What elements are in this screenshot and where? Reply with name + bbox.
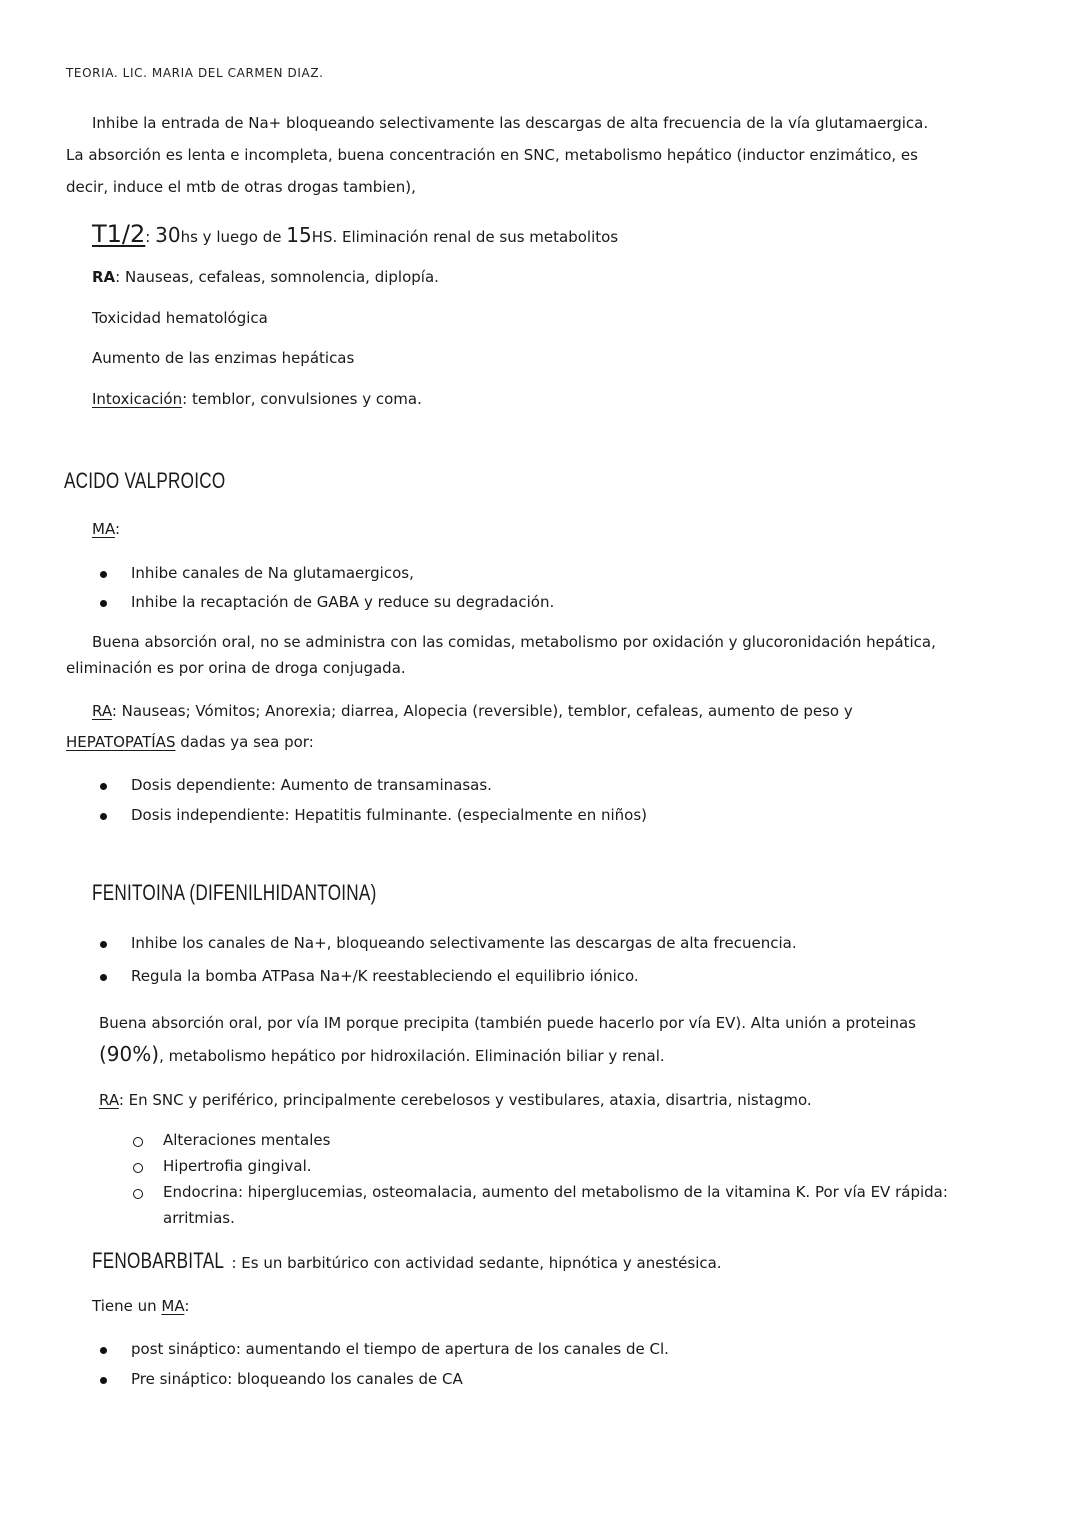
valproico-ma-label: MA <box>92 520 115 538</box>
intro-line-3: decir, induce el mtb de otras drogas tambien), <box>66 178 416 196</box>
dose-independent-item: Dosis independiente: Hepatitis fulminante. (especialmente en niños) <box>131 806 647 824</box>
fenobarbital-line <box>92 1248 722 1274</box>
toxicity-line: Toxicidad hematológica <box>92 309 268 327</box>
half-life-colon: : <box>145 228 151 246</box>
fenitoina-sub-3-line-2: arritmias. <box>163 1209 235 1227</box>
section-title-valproico: ACIDO VALPROICO <box>64 468 226 493</box>
valproico-ma-line <box>92 520 120 538</box>
fenitoina-ra-label: RA <box>99 1091 119 1109</box>
fenobarbital-ma-line <box>92 1297 189 1315</box>
bullet-icon <box>100 974 107 981</box>
valproico-bullet-2: Inhibe la recaptación de GABA y reduce su degradación. <box>131 593 555 611</box>
enzymes-line: Aumento de las enzimas hepáticas <box>92 349 355 367</box>
valproico-hep-line <box>66 733 314 751</box>
bullet-icon <box>100 783 107 790</box>
bullet-icon <box>100 600 107 607</box>
fenobarbital-ma-label: MA <box>161 1297 185 1315</box>
intro-line-1: Inhibe la entrada de Na+ bloqueando selectivamente las descargas de alta frecuencia de la vía glutamaergica. <box>92 114 929 132</box>
fenitoina-bullet-2: Regula la bomba ATPasa Na+/K reestableciendo el equilibrio iónico. <box>131 967 639 985</box>
bullet-icon <box>100 1347 107 1354</box>
valproico-para-line-2: eliminación es por orina de droga conjugada. <box>66 659 406 677</box>
fenitoina-sub-1: Alteraciones mentales <box>163 1131 331 1149</box>
valproico-ra-line <box>92 702 853 720</box>
fenitoina-para-line-2 <box>99 1042 665 1066</box>
half-life-value-2: 15 <box>286 223 312 247</box>
valproico-para-line-1: Buena absorción oral, no se administra con las comidas, metabolismo por oxidación y glucoronidación hepática, <box>92 633 936 651</box>
intro-line-2: La absorción es lenta e incompleta, buena concentración en SNC, metabolismo hepático (inductor enzimático, es <box>66 146 918 164</box>
section-title-fenitoina: FENITOINA (DIFENILHIDANTOINA) <box>92 880 377 905</box>
intoxication-label: Intoxicación <box>92 390 183 408</box>
circle-bullet-icon <box>133 1137 143 1147</box>
fenitoina-ra-line <box>99 1091 812 1109</box>
circle-bullet-icon <box>133 1163 143 1173</box>
intoxication-line <box>92 390 422 408</box>
half-life-unit-1: hs y luego de <box>180 228 282 246</box>
valproico-ra-label: RA <box>92 702 112 720</box>
fenitoina-ra-text: : En SNC y periférico, principalmente cerebelosos y vestibulares, ataxia, disartria, nistagmo. <box>118 1091 812 1109</box>
section-title-fenobarbital: FENOBARBITAL <box>92 1248 225 1273</box>
fenobarbital-ma-prefix: Tiene un <box>92 1297 162 1315</box>
circle-bullet-icon <box>133 1189 143 1199</box>
half-life-unit-2: HS. Eliminación renal de sus metabolitos <box>311 228 619 246</box>
page-header: TEORIA. LIC. MARIA DEL CARMEN DIAZ. <box>66 66 324 80</box>
bullet-icon <box>100 813 107 820</box>
ra-text: : Nauseas, cefaleas, somnolencia, diplopía. <box>115 268 439 286</box>
bullet-icon <box>100 571 107 578</box>
adverse-reactions-line <box>92 268 439 286</box>
hepatopatias-label: HEPATOPATÍAS <box>66 733 176 751</box>
half-life-line <box>92 220 618 248</box>
ra-label: RA <box>92 268 116 286</box>
valproico-bullet-1: Inhibe canales de Na glutamaergicos, <box>131 564 414 582</box>
intoxication-text: : temblor, convulsiones y coma. <box>182 390 422 408</box>
hepatopatias-text: dadas ya sea por: <box>175 733 314 751</box>
fenobarbital-bullet-1: post sináptico: aumentando el tiempo de apertura de los canales de Cl. <box>131 1340 669 1358</box>
fenobarbital-desc: : Es un barbitúrico con actividad sedante, hipnótica y anestésica. <box>231 1254 722 1272</box>
protein-binding-percent: (90%) <box>99 1042 160 1066</box>
valproico-ma-colon: : <box>114 520 121 538</box>
fenitoina-sub-2: Hipertrofia gingival. <box>163 1157 312 1175</box>
fenobarbital-ma-colon: : <box>184 1297 190 1315</box>
bullet-icon <box>100 941 107 948</box>
fenitoina-sub-3-line-1: Endocrina: hiperglucemias, osteomalacia, aumento del metabolismo de la vitamina K. Por vía EV rápida: <box>163 1183 948 1201</box>
bullet-icon <box>100 1377 107 1384</box>
fenitoina-para-line-1: Buena absorción oral, por vía IM porque precipita (también puede hacerlo por vía EV). Alta unión a proteinas <box>99 1014 916 1032</box>
dose-dependent-item: Dosis dependiente: Aumento de transaminasas. <box>131 776 492 794</box>
valproico-ra-text: : Nauseas; Vómitos; Anorexia; diarrea, Alopecia (reversible), temblor, cefaleas, aumento de peso y <box>111 702 853 720</box>
fenitoina-bullet-1: Inhibe los canales de Na+, bloqueando selectivamente las descargas de alta frecuencia. <box>131 934 797 952</box>
fenitoina-para-text: , metabolismo hepático por hidroxilación. Eliminación biliar y renal. <box>159 1047 665 1065</box>
half-life-value-1: 30 <box>155 223 181 247</box>
fenobarbital-bullet-2: Pre sináptico: bloqueando los canales de CA <box>131 1370 463 1388</box>
half-life-label: T1/2 <box>92 220 146 248</box>
